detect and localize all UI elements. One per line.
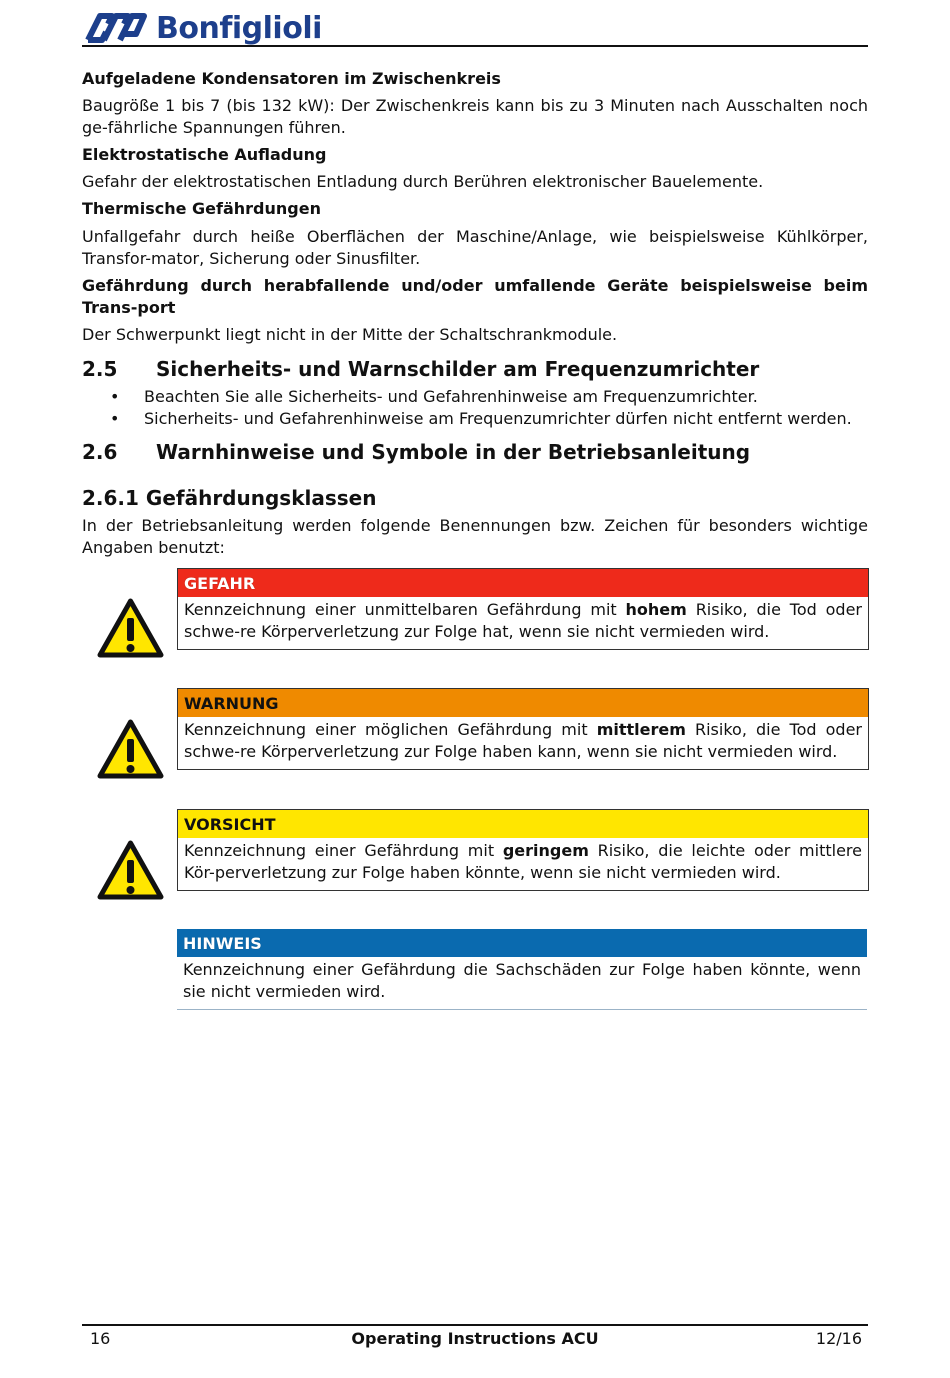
section-text-electrostatic: Gefahr der elektrostatischen Entladung durch Berühren elektronischer Bauelemente. (82, 172, 764, 191)
warning-text-gefahr (178, 597, 868, 649)
intro-text: In der Betriebsanleitung werden folgende Benennungen bzw. Zeichen für besonders wichtige Angaben benutzt: (82, 516, 868, 557)
heading-2-5-number: 2.5 (82, 357, 118, 381)
heading-2-6-1: 2.6.1 Gefährdungsklassen (82, 486, 377, 510)
warning-box-warnung (177, 688, 869, 770)
warning-box-vorsicht (177, 809, 869, 891)
warning-label-gefahr: GEFAHR (178, 569, 868, 597)
warning-triangle-icon (97, 719, 164, 779)
section-text-falling: Der Schwerpunkt liegt nicht in der Mitte der Schaltschrankmodule. (82, 325, 618, 344)
document-title: Operating Instructions ACU (351, 1329, 599, 1348)
warning-label-warnung: WARNUNG (178, 689, 868, 717)
warning-text-hinweis: Kennzeichnung einer Gefährdung die Sachschäden zur Folge haben könnte, wenn sie nicht vermieden wird. (183, 960, 861, 1001)
warning-text-part: Kennzeichnung einer unmittelbaren Gefährdung mit (184, 600, 626, 619)
section-title-falling: Gefährdung durch herabfallende und/oder umfallende Geräte beispielsweise beim Trans-port (82, 276, 868, 317)
bonfiglioli-logo-icon (82, 10, 150, 46)
warning-box-hinweis (177, 929, 867, 1010)
heading-2-5 (82, 356, 868, 382)
warning-text-part: Risiko, die Tod oder schwe-re Körperverletzung zur Folge hat, wenn sie nicht vermieden wird. (184, 600, 863, 641)
warning-text-emphasis: geringem (502, 841, 589, 860)
page-footer (82, 1328, 868, 1350)
heading-2-6-number: 2.6 (82, 440, 118, 464)
section-text-thermal: Unfallgefahr durch heiße Oberflächen der Maschine/Anlage, wie beispielsweise Kühlkörper, Transfor-mator, Sicherung oder Sinusfilter. (82, 227, 868, 268)
header-divider (82, 45, 868, 47)
section-title-electrostatic: Elektrostatische Aufladung (82, 145, 327, 164)
list-item: • Sicherheits- und Gefahrenhinweise am Frequenzumrichter dürfen nicht entfernt werden. (82, 408, 868, 430)
warning-label-hinweis: HINWEIS (177, 929, 867, 957)
warning-text-vorsicht (178, 838, 868, 890)
page-number: 16 (90, 1329, 111, 1348)
brand-name: Bonfiglioli (156, 10, 322, 46)
heading-2-5-title: Sicherheits- und Warnschilder am Frequenzumrichter (156, 357, 760, 381)
bullet-list (82, 386, 868, 430)
warning-triangle-icon (97, 598, 164, 658)
warning-text-part: Kennzeichnung einer möglichen Gefährdung mit (184, 720, 597, 739)
section-title-capacitors: Aufgeladene Kondensatoren im Zwischenkreis (82, 69, 501, 88)
warning-label-vorsicht: VORSICHT (178, 810, 868, 838)
heading-2-6-title: Warnhinweise und Symbole in der Betriebsanleitung (156, 440, 751, 464)
heading-2-6 (82, 439, 868, 465)
section-title-thermal: Thermische Gefährdungen (82, 199, 321, 218)
document-date: 12/16 (815, 1329, 862, 1348)
list-item: • Beachten Sie alle Sicherheits- und Gefahrenhinweise am Frequenzumrichter. (82, 386, 868, 408)
warning-text-part: Kennzeichnung einer Gefährdung mit (184, 841, 503, 860)
section-text-capacitors: Baugröße 1 bis 7 (bis 132 kW): Der Zwischenkreis kann bis zu 3 Minuten nach Ausschalten noch ge-fährliche Spannungen führen. (82, 96, 868, 137)
footer-divider (82, 1324, 868, 1326)
warning-triangle-icon (97, 840, 164, 900)
warning-text-warnung (178, 717, 868, 769)
warning-text-part: Risiko, die Tod oder schwe-re Körperverletzung zur Folge haben kann, wenn sie nicht vermieden wird. (184, 720, 862, 761)
brand-logo (82, 8, 322, 48)
warning-text-emphasis: mittlerem (596, 720, 686, 739)
warning-text-emphasis: hohem (625, 600, 687, 619)
warning-text-part: Risiko, die leichte oder mittlere Kör-perverletzung zur Folge haben könnte, wenn sie nicht vermieden wird. (184, 841, 862, 882)
warning-box-gefahr (177, 568, 869, 650)
